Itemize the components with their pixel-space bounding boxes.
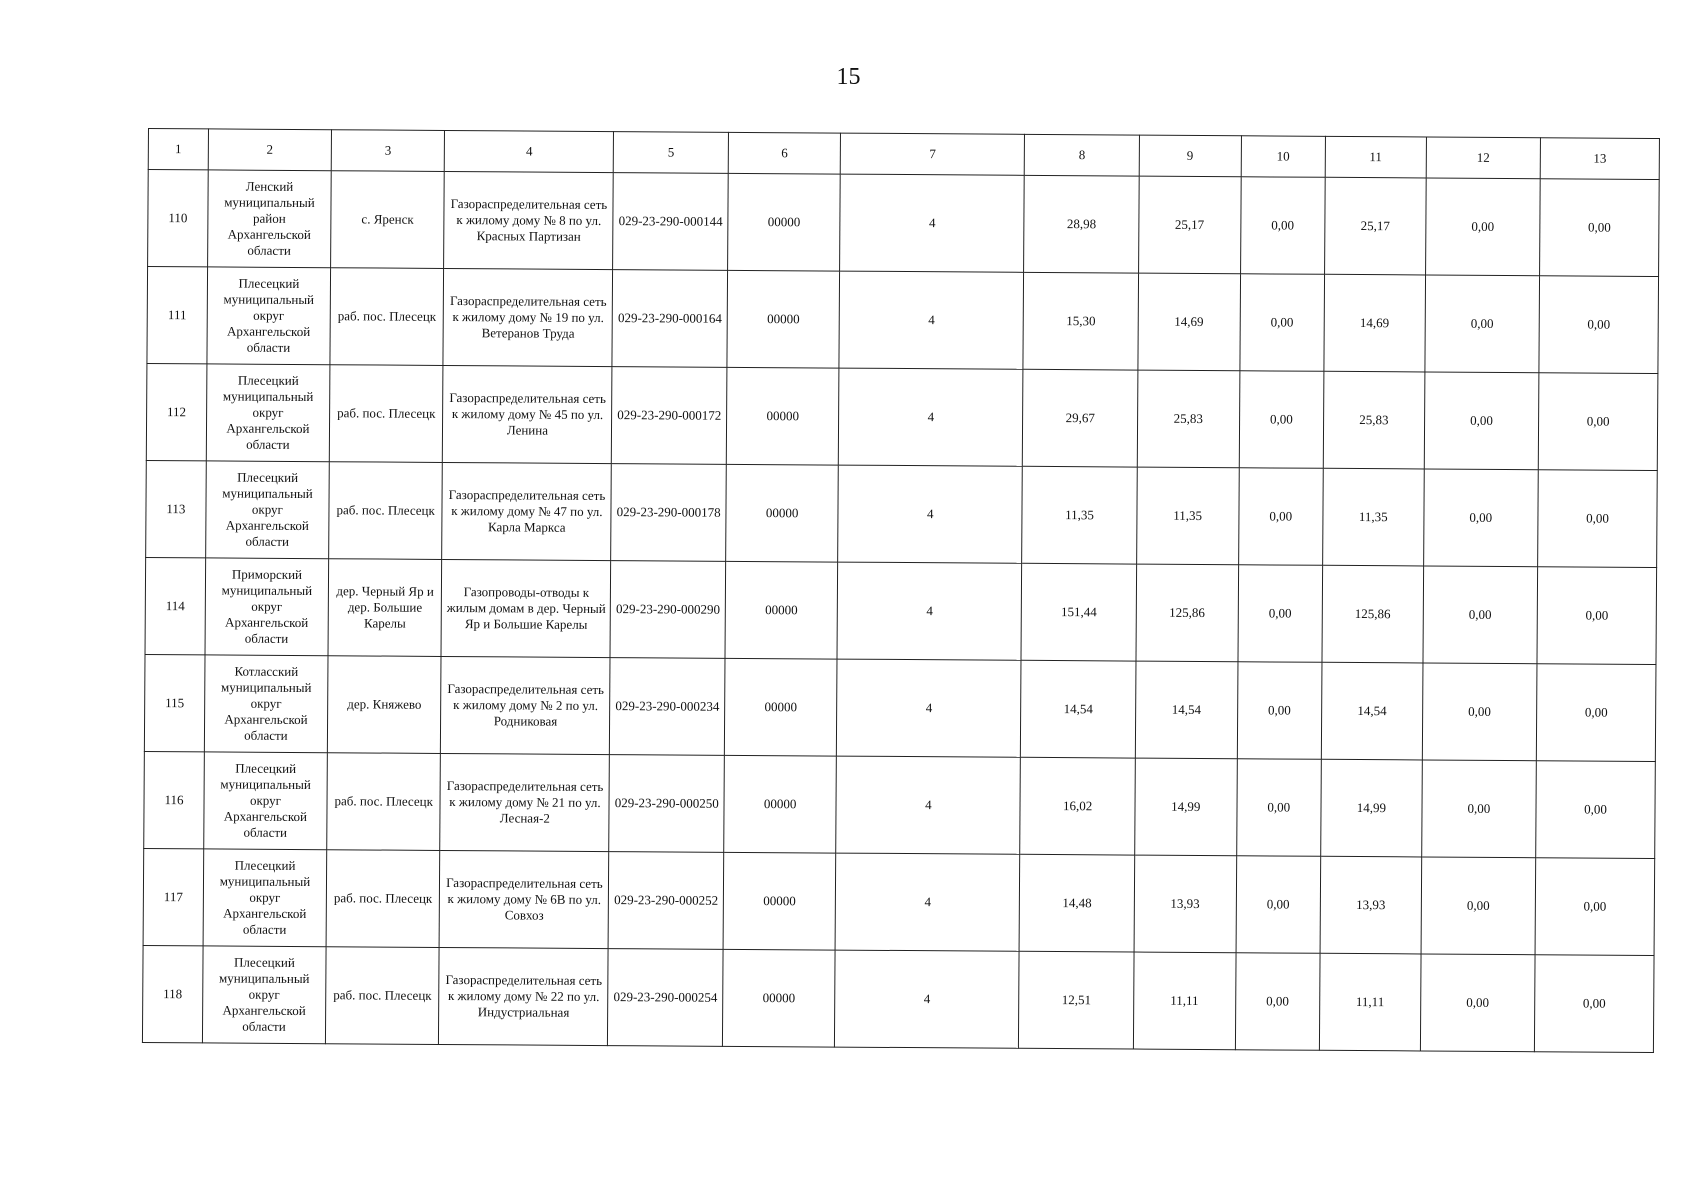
table-cell: 0,00	[1423, 469, 1538, 567]
table-cell: 113	[146, 460, 207, 557]
table-cell: 14,54	[1321, 662, 1422, 760]
table-cell: Плесецкий муниципальный округ Архангельской области	[204, 752, 328, 850]
table-cell: Газораспределительная сеть к жилому дому № 45 по ул. Ленина	[443, 365, 613, 463]
table-cell: 0,00	[1424, 372, 1539, 470]
table-cell: раб. пос. Плесецк	[330, 268, 444, 366]
table-cell: 029-23-290-000178	[611, 464, 726, 562]
table-cell: Газопроводы-отводы к жилым домам в дер. Черный Яр и Большие Карелы	[441, 559, 611, 657]
table-row	[144, 654, 1656, 761]
table-row	[143, 848, 1655, 955]
column-header: 2	[208, 129, 331, 171]
table-cell: 0,00	[1422, 663, 1537, 761]
table-cell: 14,99	[1321, 759, 1422, 857]
table-cell: 029-23-290-000254	[608, 949, 723, 1047]
table-cell: 125,86	[1136, 564, 1238, 662]
table-cell: 0,00	[1538, 373, 1658, 471]
table-row	[145, 557, 1657, 664]
table-cell: 12,51	[1019, 951, 1134, 1049]
table-cell: Ленский муниципальный район Архангельской области	[208, 170, 332, 268]
table-cell: дер. Черный Яр и дер. Большие Карелы	[328, 559, 442, 657]
table-cell: 125,86	[1322, 565, 1423, 663]
table-cell: 0,00	[1538, 470, 1658, 568]
table-cell: 4	[839, 271, 1024, 369]
table-cell: 14,69	[1324, 274, 1425, 372]
column-header: 4	[445, 130, 614, 172]
table-cell: 029-23-290-000172	[612, 367, 727, 465]
table-cell: 11,35	[1323, 468, 1424, 566]
table-cell: 25,83	[1323, 371, 1424, 469]
table-cell: 0,00	[1425, 275, 1540, 373]
table-cell: раб. пос. Плесецк	[329, 462, 443, 560]
table-cell: 14,69	[1138, 273, 1240, 371]
table-row	[146, 460, 1658, 567]
table-cell: 14,54	[1021, 660, 1136, 758]
column-header: 10	[1241, 136, 1326, 178]
table-body	[142, 170, 1659, 1053]
table-cell: 00000	[724, 658, 837, 756]
table-cell: 00000	[725, 561, 838, 659]
table-cell: 116	[144, 751, 205, 848]
table-cell: 0,00	[1239, 371, 1324, 469]
table-cell: 25,17	[1325, 177, 1426, 275]
table-cell: 117	[143, 848, 204, 945]
table-cell: 0,00	[1540, 179, 1660, 277]
table-cell: 0,00	[1535, 858, 1655, 956]
table-cell: 25,83	[1137, 370, 1239, 468]
table-cell: 0,00	[1235, 953, 1320, 1051]
table-cell: 14,99	[1135, 758, 1237, 856]
table-cell: 029-23-290-000164	[612, 270, 727, 368]
table-cell: 13,93	[1320, 856, 1421, 954]
table-cell: 14,54	[1135, 661, 1237, 759]
table-cell: 0,00	[1238, 565, 1323, 663]
table-cell: 29,67	[1023, 369, 1138, 467]
table-cell: 0,00	[1421, 760, 1536, 858]
table-cell: 14,48	[1019, 854, 1134, 952]
table-cell: 029-23-290-000144	[613, 173, 728, 271]
table-cell: раб. пос. Плесецк	[327, 753, 441, 851]
table-row	[142, 945, 1654, 1052]
column-header: 12	[1426, 137, 1541, 179]
table-cell: 00000	[728, 173, 841, 271]
table-cell: Газораспределительная сеть к жилому дому № 2 по ул. Родниковая	[441, 656, 611, 754]
table-cell: 112	[146, 363, 207, 460]
table-cell: Плесецкий муниципальный округ Архангельской области	[203, 849, 327, 947]
table-cell: 0,00	[1237, 662, 1322, 760]
table-cell: 029-23-290-000250	[609, 755, 724, 853]
table-cell: Плесецкий муниципальный округ Архангельской области	[206, 461, 330, 559]
table-cell: 4	[837, 562, 1022, 660]
table-cell: с. Яренск	[331, 171, 445, 269]
table-cell: 0,00	[1539, 276, 1659, 374]
table-cell: 0,00	[1537, 567, 1657, 665]
table-cell: 00000	[726, 367, 839, 465]
column-header: 1	[148, 129, 208, 170]
table-cell: 029-23-290-000252	[609, 852, 724, 950]
table-cell: Приморский муниципальный округ Архангельской области	[205, 558, 329, 656]
table-cell: 25,17	[1138, 176, 1240, 274]
table-cell: 0,00	[1425, 178, 1540, 276]
table-cell: Газораспределительная сеть к жилому дому № 22 по ул. Индустриальная	[439, 947, 609, 1045]
table-cell: 110	[148, 170, 209, 267]
table-cell: 11,35	[1022, 466, 1137, 564]
table-cell: 114	[145, 557, 206, 654]
column-header: 13	[1540, 138, 1659, 180]
table-cell: Газораспределительная сеть к жилому дому № 47 по ул. Карла Маркса	[442, 462, 612, 560]
table-cell: 0,00	[1236, 856, 1321, 954]
table-cell: 28,98	[1024, 175, 1139, 273]
table-cell: 0,00	[1535, 955, 1655, 1053]
table-cell: 4	[835, 853, 1020, 951]
table-cell: Плесецкий муниципальный округ Архангельской области	[206, 364, 330, 462]
table-row	[144, 751, 1656, 858]
table-cell: 029-23-290-000234	[610, 658, 725, 756]
table-cell: 13,93	[1134, 855, 1236, 953]
table-cell: 4	[838, 465, 1023, 563]
table-cell: 0,00	[1240, 177, 1325, 275]
column-header: 9	[1139, 135, 1241, 177]
table-cell: 16,02	[1020, 757, 1135, 855]
table-cell: 0,00	[1421, 857, 1536, 955]
table-cell: 0,00	[1239, 274, 1324, 372]
table-cell: Плесецкий муниципальный округ Архангельской области	[202, 946, 326, 1044]
column-header: 8	[1025, 134, 1140, 176]
table-cell: Котласский муниципальный округ Архангельской области	[204, 655, 328, 753]
table-row	[147, 267, 1659, 374]
table-cell: Газораспределительная сеть к жилому дому № 21 по ул. Лесная-2	[440, 753, 610, 851]
table-cell: Газораспределительная сеть к жилому дому № 19 по ул. Ветеранов Труда	[443, 268, 613, 366]
table-cell: 118	[142, 945, 203, 1042]
table-cell: 00000	[726, 464, 839, 562]
table-cell: 00000	[723, 852, 836, 950]
column-header: 3	[331, 130, 445, 172]
table-cell: Газораспределительная сеть к жилому дому № 6В по ул. Совхоз	[439, 850, 609, 948]
table-cell: 15,30	[1023, 272, 1138, 370]
table-cell: 11,35	[1137, 467, 1239, 565]
table-cell: 4	[839, 368, 1024, 466]
table-cell: 0,00	[1238, 468, 1323, 566]
table-cell: 029-23-290-000290	[610, 561, 725, 659]
table-cell: 11,11	[1319, 953, 1420, 1051]
table-cell: 0,00	[1236, 759, 1321, 857]
table-cell: 00000	[722, 949, 835, 1047]
table-row	[146, 363, 1658, 470]
column-header: 11	[1325, 136, 1426, 178]
table-cell: 0,00	[1420, 954, 1535, 1052]
table-cell: 0,00	[1536, 761, 1656, 859]
table-cell: Газораспределительная сеть к жилому дому № 8 по ул. Красных Партизан	[444, 171, 614, 269]
table-cell: 4	[840, 174, 1025, 272]
table-cell: 00000	[727, 270, 840, 368]
column-header: 5	[614, 132, 729, 174]
column-header: 7	[841, 133, 1025, 175]
table-container	[142, 128, 1660, 1053]
table-cell: 4	[835, 950, 1020, 1048]
table-cell: 4	[837, 659, 1022, 757]
table-cell: 0,00	[1536, 664, 1656, 762]
table-cell: 151,44	[1021, 563, 1136, 661]
data-table	[142, 128, 1660, 1053]
page-number: 15	[836, 64, 861, 90]
table-cell: 11,11	[1133, 952, 1235, 1050]
table-cell: раб. пос. Плесецк	[325, 947, 439, 1045]
table-cell: 115	[144, 654, 205, 751]
column-header: 6	[728, 132, 841, 174]
table-cell: дер. Княжево	[327, 656, 441, 754]
table-cell: раб. пос. Плесецк	[329, 365, 443, 463]
table-cell: раб. пос. Плесецк	[326, 850, 440, 948]
table-cell: Плесецкий муниципальный округ Архангельской области	[207, 267, 331, 365]
table-cell: 0,00	[1423, 566, 1538, 664]
table-cell: 4	[836, 756, 1021, 854]
table-row	[148, 170, 1660, 277]
table-cell: 00000	[724, 755, 837, 853]
table-cell: 111	[147, 267, 208, 364]
